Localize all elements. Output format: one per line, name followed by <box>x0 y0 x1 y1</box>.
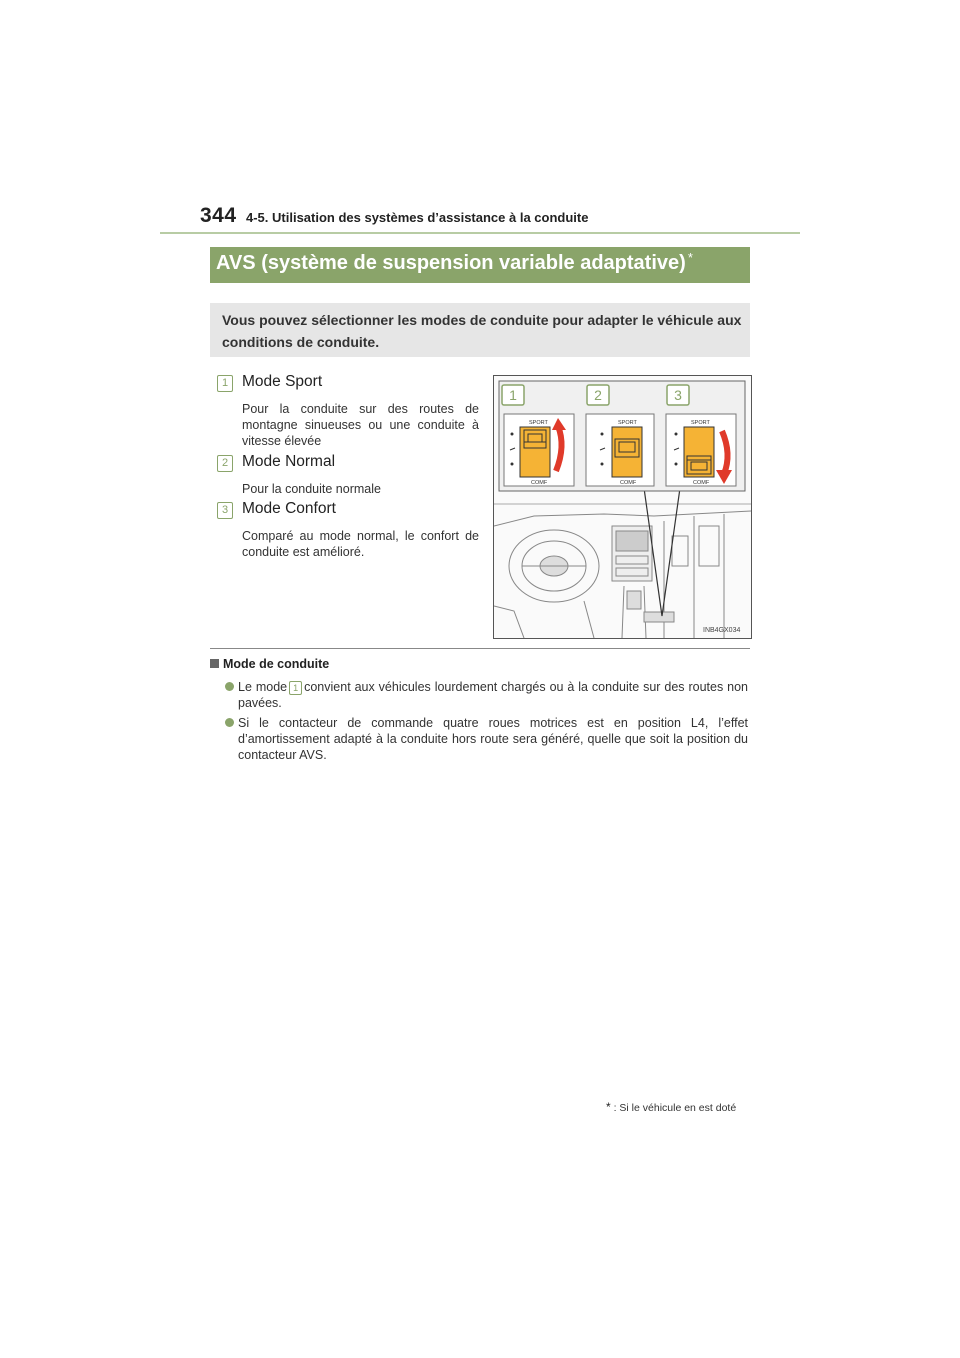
mode-normal-desc: Pour la conduite normale <box>242 482 381 496</box>
mode-number-badge: 3 <box>217 502 233 519</box>
title-asterisk: * <box>687 250 693 265</box>
page-number: 344 <box>200 204 237 227</box>
page-title-text: AVS (système de suspension variable adaptative) <box>216 252 686 274</box>
switch-2-sport-label: SPORT <box>618 420 637 426</box>
mode-normal-title: Mode Normal <box>242 453 336 470</box>
switch-3-comf-label: COMF <box>693 480 710 486</box>
callout-1-label: 1 <box>509 387 517 403</box>
note-bullet-1-pre: Le mode <box>238 680 288 694</box>
footnote-text: : Si le véhicule en est doté <box>613 1102 737 1114</box>
callout-3 <box>667 385 689 405</box>
header-divider <box>160 232 800 234</box>
switch-1-sport-label: SPORT <box>529 420 548 426</box>
switch-2-comf-label: COMF <box>620 480 637 486</box>
mode-sport-desc: Pour la conduite sur des routes de montagne sinueuses ou une conduite à vitesse élevée <box>242 402 479 448</box>
intro-text: Vous pouvez sélectionner les modes de conduite pour adapter le véhicule aux conditions de conduite. <box>222 312 742 350</box>
mode-confort-title: Mode Confort <box>242 500 336 517</box>
callout-2-label: 2 <box>594 387 602 403</box>
square-bullet-icon <box>210 659 219 668</box>
callout-1 <box>502 385 524 405</box>
mode-ref-badge: 1 <box>289 681 302 695</box>
note-heading-text: Mode de conduite <box>223 657 330 671</box>
mode-number-badge: 2 <box>217 455 233 472</box>
note-heading <box>210 657 329 671</box>
page-title <box>216 252 693 275</box>
asterisk-icon: * <box>606 1100 611 1114</box>
footnote <box>606 1100 736 1114</box>
mode-number-badge: 1 <box>217 375 233 392</box>
note-bullet-1 <box>238 679 748 711</box>
section-divider <box>210 648 750 649</box>
callout-3-label: 3 <box>674 387 682 403</box>
mode-sport-title: Mode Sport <box>242 373 323 390</box>
note-bullet-1-post: convient aux véhicules lourdement chargés ou à la conduite sur des routes non pavées. <box>238 680 748 710</box>
section-title: 4-5. Utilisation des systèmes d’assistance à la conduite <box>246 210 589 225</box>
dashboard-drawing <box>494 376 751 638</box>
avs-switch-illustration <box>493 375 752 639</box>
image-code: INB4GX034 <box>703 627 741 634</box>
dashboard-lines <box>494 504 751 638</box>
bullet-dot-icon <box>225 718 234 727</box>
note-bullet-2: Si le contacteur de commande quatre roues motrices est en position L4, l’effet d’amortissement adapté à la conduite hors route sera généré, quelle que soit la position du contacteur AVS. <box>238 716 748 762</box>
mode-confort-desc: Comparé au mode normal, le confort de conduite est amélioré. <box>242 529 479 559</box>
switch-3-sport-label: SPORT <box>691 420 710 426</box>
callout-2 <box>587 385 609 405</box>
bullet-dot-icon <box>225 682 234 691</box>
switch-1-comf-label: COMF <box>531 480 548 486</box>
